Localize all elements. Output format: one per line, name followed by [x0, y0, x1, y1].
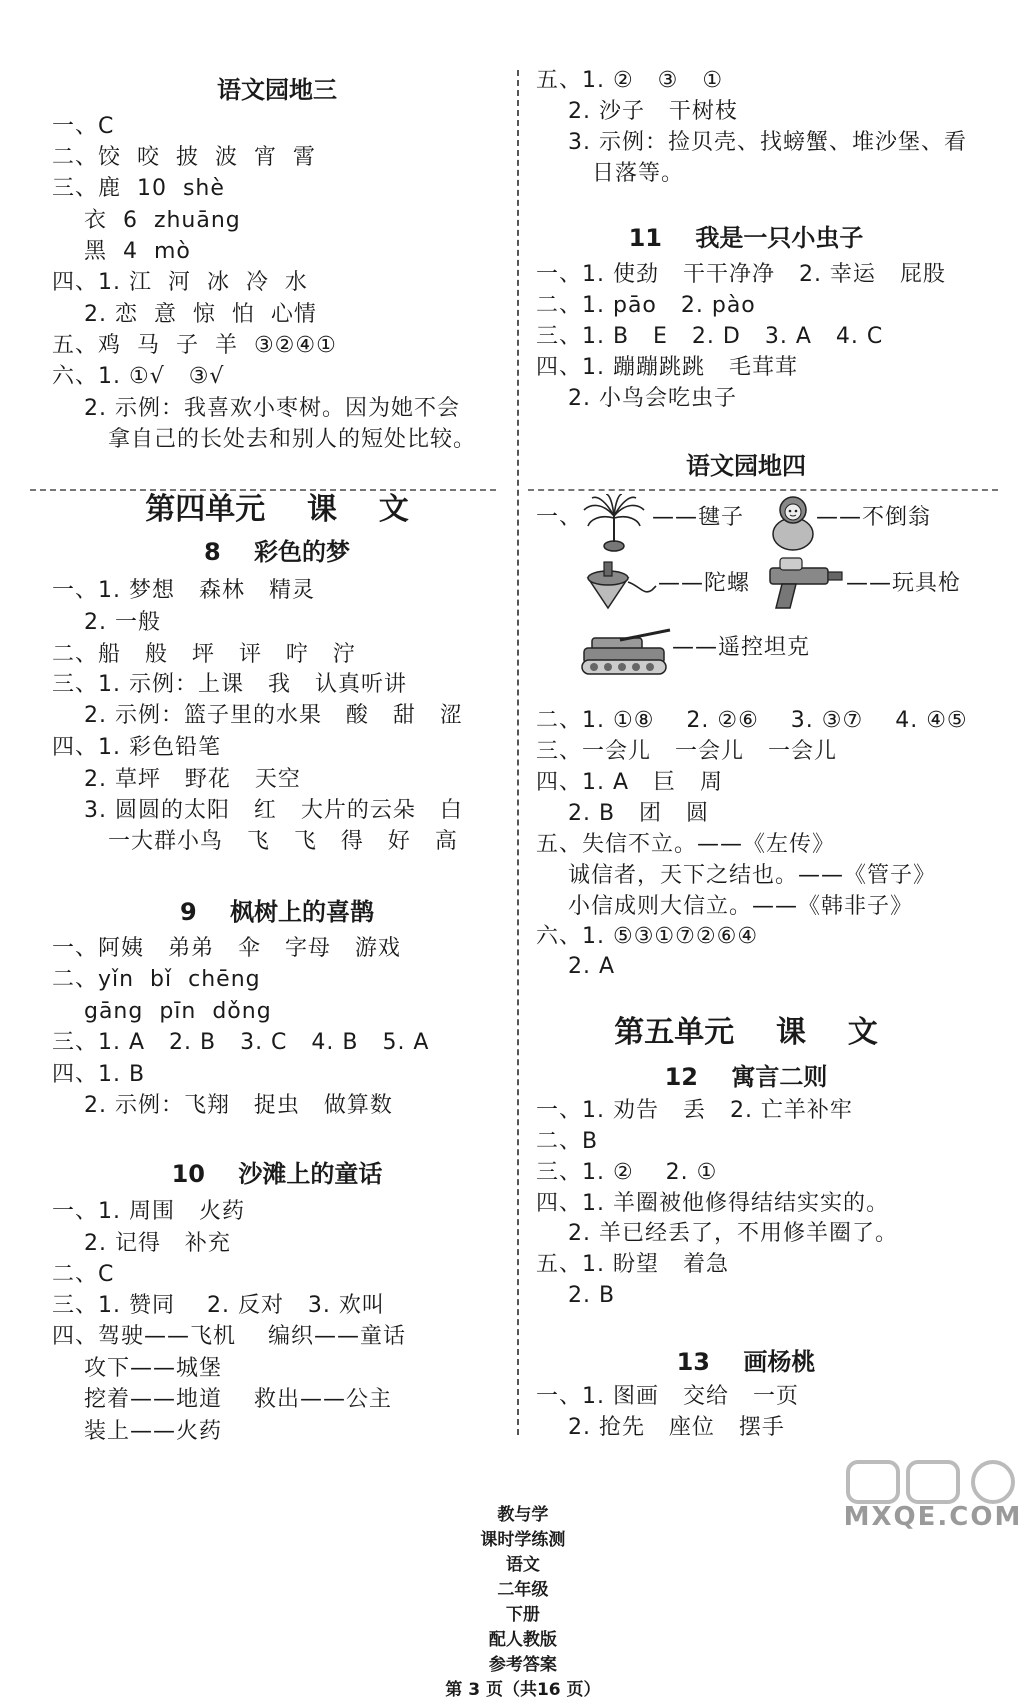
- match-label: ——不倒翁: [816, 505, 932, 530]
- answer-line: 2. 示例：篮子里的水果 酸 甜 涩: [52, 703, 463, 728]
- answer-line: 2. 草坪 野花 天空: [52, 767, 301, 792]
- answer-line: 一、1. 劝告 丢 2. 亡羊补牢: [536, 1098, 853, 1123]
- unit-heading-4: 第四单元 课 文: [145, 492, 409, 527]
- answer-line: 2. 记得 补充: [52, 1231, 231, 1256]
- answer-line: 日落等。: [536, 161, 684, 186]
- answer-line: 2. 抢先 座位 摆手: [536, 1415, 785, 1440]
- answer-line: 2. A: [536, 954, 616, 979]
- answer-line: 一、1. 周围 火药: [52, 1199, 245, 1224]
- answer-line: 四、驾驶——飞机 编织——童话: [52, 1324, 406, 1349]
- answer-line: 四、1. B: [52, 1062, 146, 1087]
- match-label: ——遥控坦克: [672, 635, 811, 660]
- answer-line: 二、1. ①⑧ 2. ②⑥ 3. ③⑦ 4. ④⑤: [536, 708, 968, 733]
- answer-line: 2. 示例：我喜欢小枣树。因为她不会: [52, 396, 460, 421]
- section-divider-left: [30, 489, 496, 491]
- footer-grade: 二年级: [497, 1580, 549, 1600]
- page-number: 第 3 页（共16 页）: [445, 1680, 601, 1700]
- answer-line: 三、鹿 10 shè: [52, 176, 225, 201]
- footer-series: 教与学: [497, 1505, 549, 1525]
- answer-line: 二、yǐn bǐ chēng: [52, 967, 261, 992]
- answer-line: 五、失信不立。——《左传》: [536, 832, 836, 857]
- section-title-11: 11 我是一只小虫子: [628, 224, 864, 252]
- section-title-12: 12 寓言二则: [664, 1063, 828, 1091]
- tumbler-doll-icon: [768, 492, 818, 552]
- answer-line: 二、C: [52, 1262, 115, 1287]
- answer-line: 六、1. ⑤③①⑦②⑥④: [536, 924, 759, 949]
- answer-line: 二、饺 咬 披 波 宵 霄: [52, 145, 316, 170]
- section-divider-right: [528, 489, 998, 491]
- answer-line: 一、: [536, 505, 583, 530]
- match-label: ——毽子: [652, 505, 745, 530]
- answer-line: 一、1. 使劲 干干净净 2. 幸运 屁股: [536, 262, 946, 287]
- shuttlecock-icon: [582, 494, 646, 554]
- watermark-logo-icon: [838, 1458, 1028, 1504]
- footer-book: 课时学练测: [480, 1530, 566, 1550]
- answer-line: 2. B 团 圆: [536, 801, 710, 826]
- answer-line: 3. 圆圆的太阳 红 大片的云朵 白: [52, 798, 463, 823]
- answer-line: 一、1. 梦想 森林 精灵: [52, 578, 315, 603]
- answer-line: 三、1. B E 2. D 3. A 4. C: [536, 324, 884, 349]
- answer-line: 三、1. A 2. B 3. C 4. B 5. A: [52, 1030, 430, 1055]
- answer-line: 2. 羊已经丢了，不用修羊圈了。: [536, 1221, 898, 1246]
- answer-line: 五、1. 盼望 着急: [536, 1252, 729, 1277]
- answer-line: 拿自己的长处去和别人的短处比较。: [52, 427, 476, 452]
- footer-subject: 语文: [505, 1555, 540, 1575]
- toy-gun-icon: [766, 556, 846, 612]
- section-title-9: 9 枫树上的喜鹊: [179, 898, 375, 926]
- answer-line: 四、1. 羊圈被他修得结结实实的。: [536, 1191, 889, 1216]
- answer-line: 四、1. 彩色铅笔: [52, 735, 221, 760]
- answer-line: 装上——火药: [52, 1419, 222, 1444]
- section-title-ywyd3: 语文园地三: [217, 76, 337, 104]
- answer-line: 黑 4 mò: [52, 239, 191, 264]
- answer-line: 二、船 般 坪 评 咛 泞: [52, 642, 356, 667]
- section-title-ywyd4: 语文园地四: [686, 452, 806, 480]
- answer-line: 三、1. ② 2. ①: [536, 1160, 718, 1185]
- match-label: ——玩具枪: [846, 571, 962, 596]
- watermark-logo: [838, 1458, 1028, 1532]
- answer-line: 三、1. 示例：上课 我 认真听讲: [52, 672, 407, 697]
- toy-tank-icon: [580, 620, 672, 676]
- answer-line: 三、1. 赞同 2. 反对 3. 欢叫: [52, 1293, 385, 1318]
- answer-line: 六、1. ①√ ③√: [52, 364, 225, 389]
- match-label: ——陀螺: [658, 571, 751, 596]
- answer-line: 四、1. A 巨 周: [536, 770, 723, 795]
- footer-answers: 参考答案: [488, 1655, 557, 1675]
- column-divider: [517, 70, 519, 1435]
- section-title-13: 13 画杨桃: [676, 1348, 816, 1376]
- footer-edition: 配人教版: [488, 1630, 557, 1650]
- answer-line: 2. 沙子 干树枝: [536, 99, 738, 124]
- answer-line: 二、1. pāo 2. pào: [536, 293, 756, 318]
- answer-line: 一大群小鸟 飞 飞 得 好 高: [52, 829, 458, 854]
- watermark-text: MXQE.COM: [843, 1502, 1023, 1532]
- unit-heading-5: 第五单元 课 文: [614, 1015, 878, 1050]
- answer-line: 衣 6 zhuāng: [52, 208, 241, 233]
- answer-line: 2. B: [536, 1283, 616, 1308]
- answer-line: 诚信者，天下之结也。——《管子》: [536, 863, 936, 888]
- footer-volume: 下册: [505, 1605, 540, 1625]
- answer-line: 挖着——地道 救出——公主: [52, 1387, 392, 1412]
- answer-line: 一、阿姨 弟弟 伞 字母 游戏: [52, 936, 401, 961]
- answer-line: 五、1. ② ③ ①: [536, 68, 724, 93]
- answer-line: 四、1. 江 河 冰 冷 水: [52, 270, 308, 295]
- answer-line: 三、一会儿 一会儿 一会儿: [536, 739, 837, 764]
- answer-line: gāng pīn dǒng: [52, 999, 272, 1024]
- answer-line: 一、1. 图画 交给 一页: [536, 1384, 799, 1409]
- answer-line: 二、B: [536, 1129, 599, 1154]
- answer-line: 攻下——城堡: [52, 1356, 222, 1381]
- answer-line: 一、C: [52, 114, 115, 139]
- answer-line: 2. 恋 意 惊 怕 心情: [52, 302, 317, 327]
- spinning-top-icon: [582, 556, 658, 612]
- section-title-8: 8 彩色的梦: [203, 538, 351, 566]
- answer-line: 小信成则大信立。——《韩非子》: [536, 894, 913, 919]
- answer-line: 3. 示例：捡贝壳、找螃蟹、堆沙堡、看: [536, 130, 967, 155]
- answer-line: 2. 示例：飞翔 捉虫 做算数: [52, 1093, 393, 1118]
- answer-line: 四、1. 蹦蹦跳跳 毛茸茸: [536, 355, 798, 380]
- answer-line: 2. 一般: [52, 610, 161, 635]
- section-title-10: 10 沙滩上的童话: [171, 1160, 383, 1188]
- answer-line: 五、鸡 马 子 羊 ③②④①: [52, 333, 337, 358]
- answer-line: 2. 小鸟会吃虫子: [536, 386, 737, 411]
